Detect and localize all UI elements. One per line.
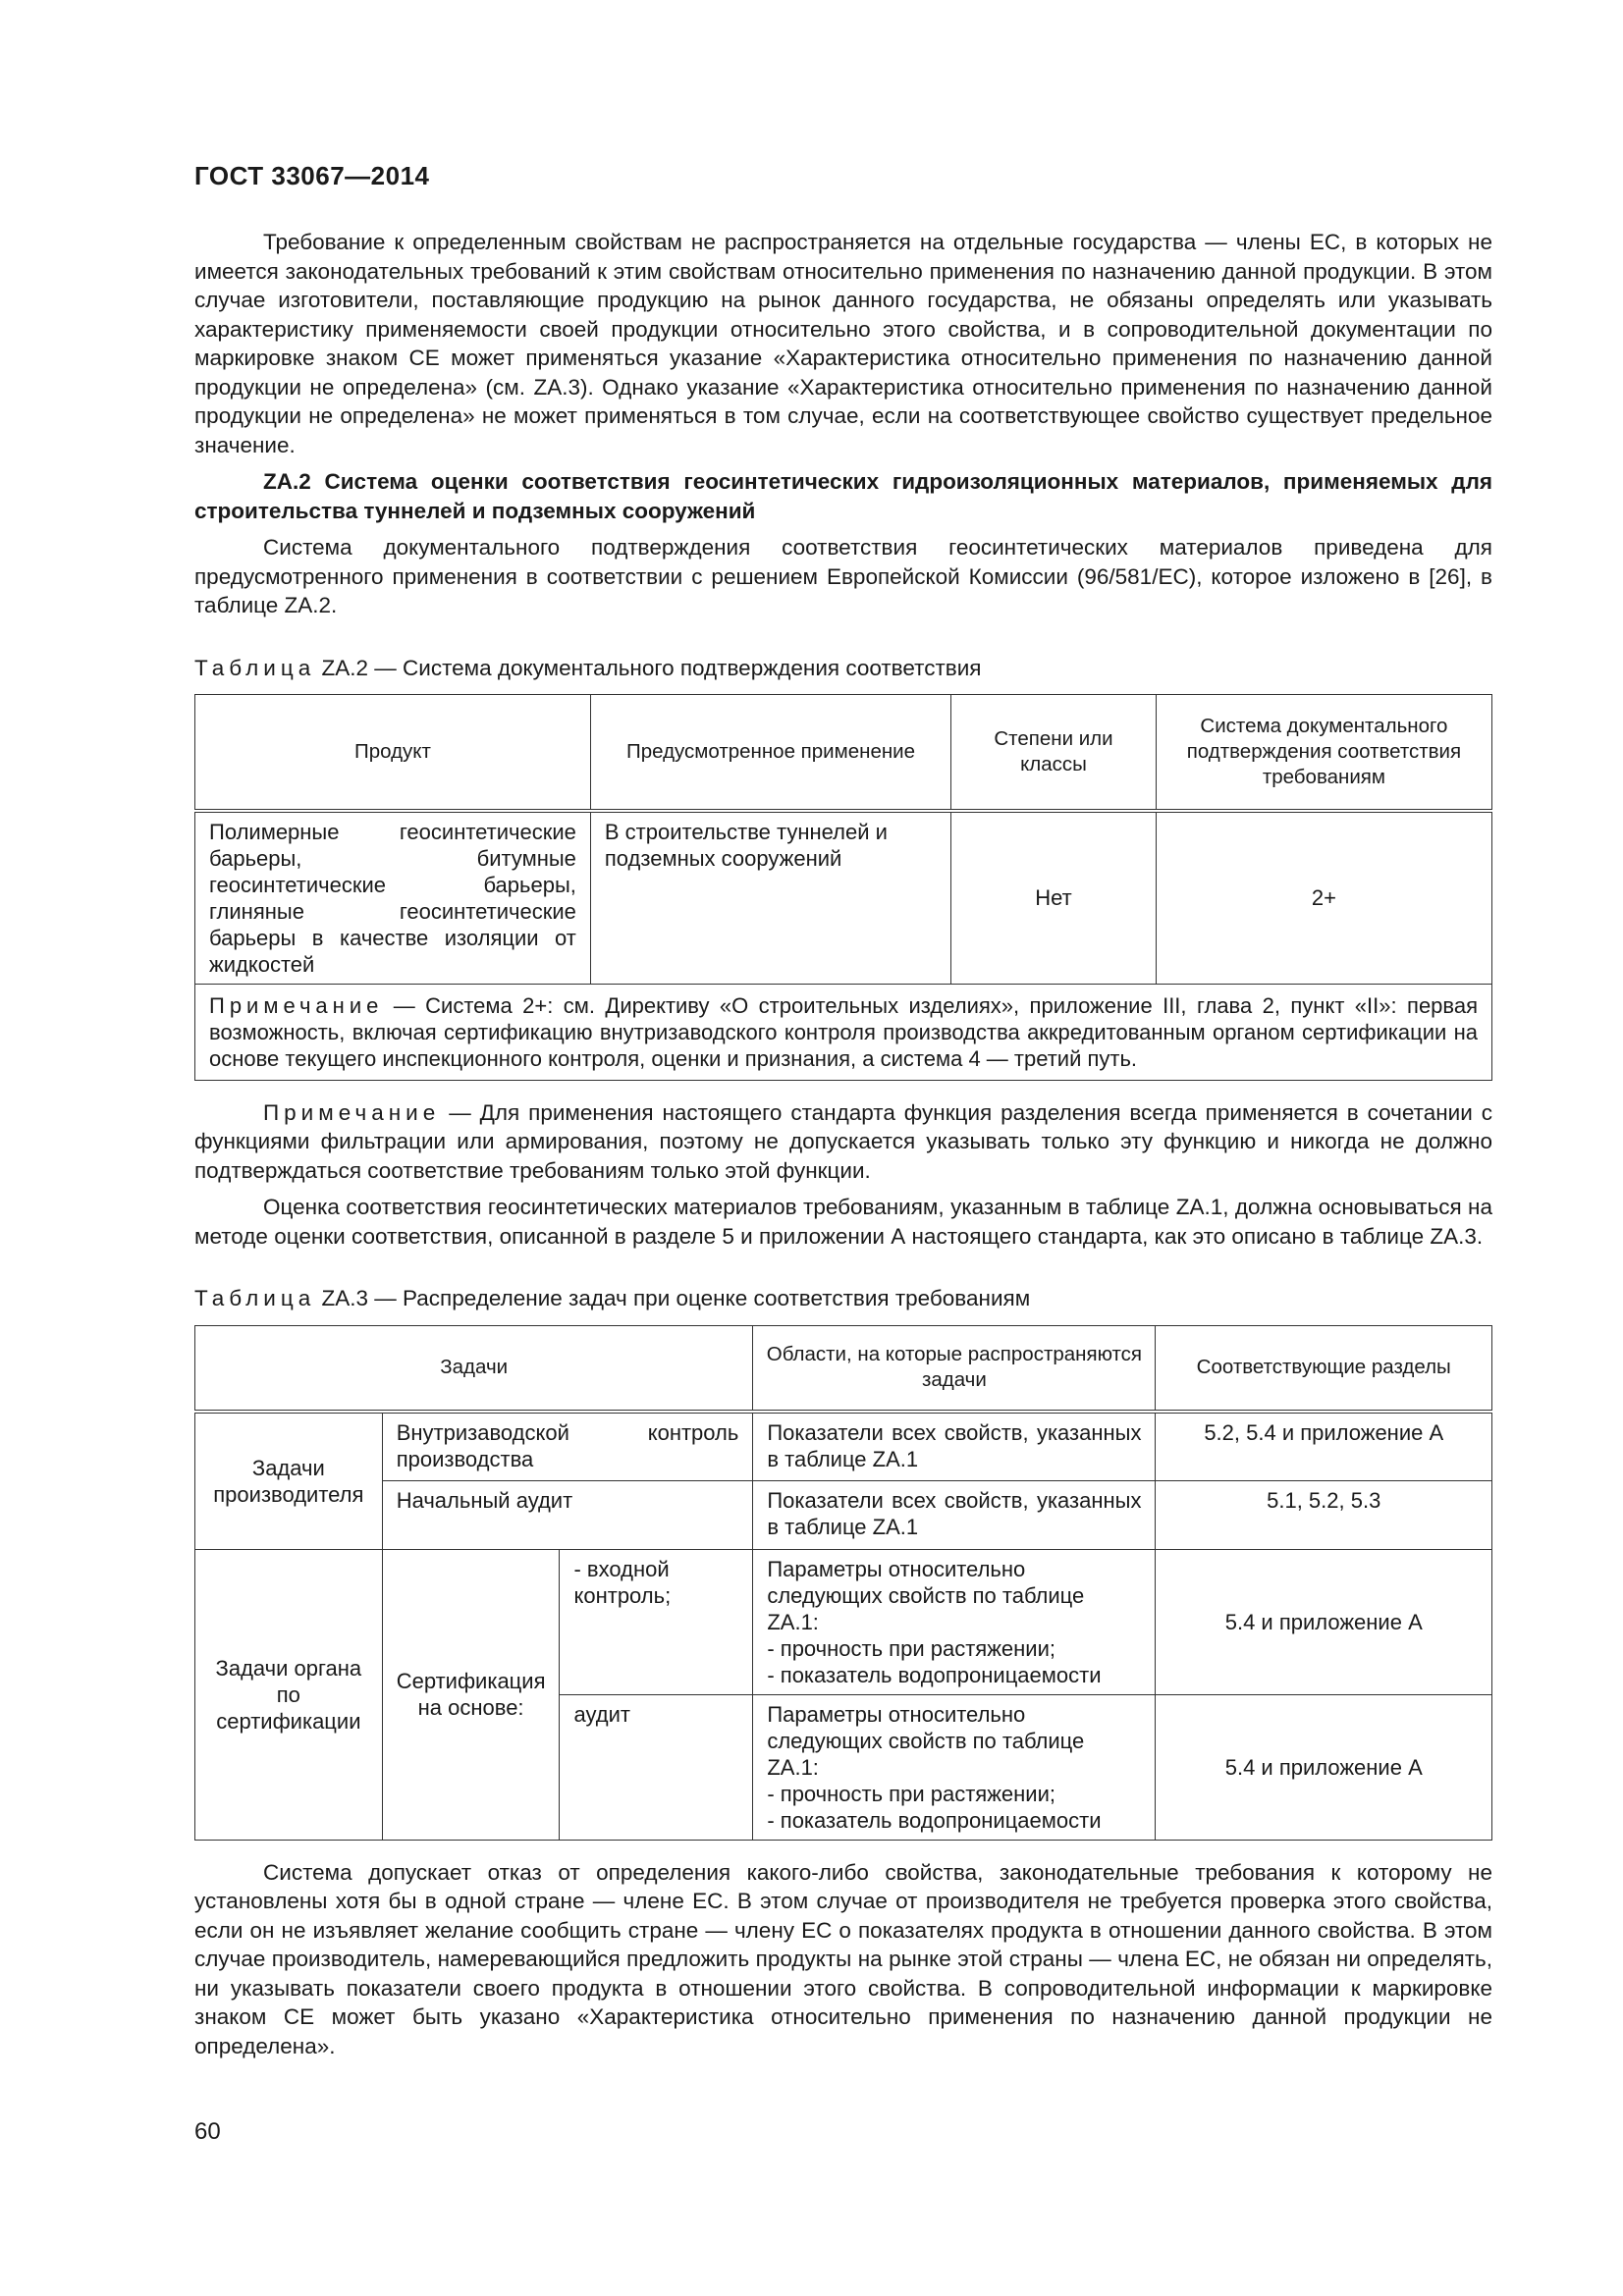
header-intended-use: Предусмотренное применение bbox=[590, 695, 950, 811]
page-content bbox=[194, 228, 1492, 2060]
note-text: — Система 2+: см. Директиву «О строительных изделиях», приложение III, глава 2, пункт «II»: первая возможность, включая сертификацию внутризаводского контроля производства аккредитованным органом сертификации на основе текущего инспекционного контроля, оценки и признания, а система 4 — третий путь. bbox=[209, 992, 1478, 1071]
note-word: Примечание bbox=[209, 992, 384, 1018]
cell-sections-2: 5.1, 5.2, 5.3 bbox=[1156, 1480, 1492, 1549]
cell-intended-use: В строительстве туннелей и подземных сооружений bbox=[590, 811, 950, 985]
scope-intro: Параметры относительно следующих свойств по таблице ZA.1: bbox=[767, 1556, 1085, 1634]
cell-certification-basis: Сертификация на основе: bbox=[382, 1549, 560, 1840]
table-za3 bbox=[194, 1325, 1492, 1841]
list-item: - показатель водопроницаемости bbox=[767, 1807, 1102, 1833]
table-za2-caption bbox=[194, 654, 1492, 683]
table-za2-note bbox=[195, 984, 1492, 1080]
note-text: — Для применения настоящего стандарта функция разделения всегда применяется в сочетании с функциями фильтрации или армирования, поэтому не допускается указывать только эту функцию и никогда не должно подтверждаться соответствие требованиям только этой функции. bbox=[194, 1099, 1492, 1183]
paragraph-1: Требование к определенным свойствам не распространяется на отдельные государства — члены ЕС, в которых не имеется законодательных требований к этим свойствам относительно применения по назначению данной продукции. В этом случае изготовители, поставляющие продукцию на рынок данного государства, не обязаны определять или указывать характеристику применяемости своей продукции относительно этого свойства, и в сопроводительной документации по маркировке знаком СЕ может применяться указание «Характеристика относительно применения по назначению данной продукции не определена» (см. ZA.3). Однако указание «Характеристика относительно применения по назначению данной продукции не определена» не может применяться в том случае, если на соответствующее свойство существует предельное значение. bbox=[194, 230, 1492, 457]
paragraph-2: Система документального подтверждения соответствия геосинтетических материалов приведена для предусмотренного применения в соответствии с решением Европейской Комиссии (96/581/ЕС), которое изложено в [26], в таблице ZA.2. bbox=[194, 535, 1492, 617]
document-header: ГОСТ 33067—2014 bbox=[194, 161, 430, 190]
cell-system: 2+ bbox=[1156, 811, 1491, 985]
cell-scope-4 bbox=[753, 1694, 1156, 1840]
table-za2 bbox=[194, 694, 1492, 1081]
header-scope: Области, на которые распространяются задачи bbox=[753, 1325, 1156, 1412]
cell-scope-1: Показатели всех свойств, указанных в таблице ZA.1 bbox=[753, 1412, 1156, 1480]
scope-list bbox=[767, 1635, 1141, 1688]
note-word: Примечание bbox=[263, 1099, 441, 1125]
scope-list bbox=[767, 1781, 1141, 1834]
cell-task-incoming-control: - входной контроль; bbox=[560, 1549, 753, 1694]
note-paragraph bbox=[194, 1098, 1492, 1186]
cell-task-audit: аудит bbox=[560, 1694, 753, 1840]
caption-word: Таблица bbox=[194, 1286, 316, 1310]
paragraph-4: Система допускает отказ от определения какого-либо свойства, законодательные требования к которому не установлены хотя бы в одной стране — члене ЕС. В этом случае от производителя не требуется проверка этого свойства, если он не изъявляет желание сообщить стране — члену ЕС о показателях продукта в отношении данного свойства. В этом случае производитель, намеревающийся предложить продукты на рынке этой страны — члена ЕС, не обязан ни определять, ни указывать показатели своего продукта в отношении этого свойства. В сопроводительной информации к маркировке знаком СЕ может быть указано «Характеристика относительно применения по назначению данной продукции не определена». bbox=[194, 1859, 1492, 2058]
header-tasks: Задачи bbox=[195, 1325, 753, 1412]
paragraph-3: Оценка соответствия геосинтетических материалов требованиям, указанным в таблице ZA.1, должна основываться на методе оценки соответствия, описанной в разделе 5 и приложении А настоящего стандарта, как это описано в таблице ZA.3. bbox=[194, 1195, 1492, 1249]
header-sections: Соответствующие разделы bbox=[1156, 1325, 1492, 1412]
page-number: 60 bbox=[194, 2118, 221, 2145]
list-item: - прочность при растяжении; bbox=[767, 1635, 1055, 1661]
list-item: - показатель водопроницаемости bbox=[767, 1662, 1102, 1687]
section-title: ZA.2 Система оценки соответствия геосинтетических гидроизоляционных материалов, применяемых для строительства туннелей и подземных сооружений bbox=[194, 469, 1492, 523]
cell-sections-1: 5.2, 5.4 и приложение А bbox=[1156, 1412, 1492, 1480]
cell-certification-body-tasks: Задачи органа по сертификации bbox=[195, 1549, 383, 1840]
table-za3-caption bbox=[194, 1284, 1492, 1313]
list-item: - прочность при растяжении; bbox=[767, 1781, 1055, 1806]
caption-word: Таблица bbox=[194, 655, 316, 680]
cell-task-initial-audit: Начальный аудит bbox=[382, 1480, 753, 1549]
cell-scope-2: Показатели всех свойств, указанных в таблице ZA.1 bbox=[753, 1480, 1156, 1549]
caption-text: ZA.2 — Система документального подтверждения соответствия bbox=[315, 655, 982, 680]
cell-product: Полимерные геосинтетические барьеры, битумные геосинтетические барьеры, глиняные геосинтетические барьеры в качестве изоляции от жидкостей bbox=[195, 811, 591, 985]
header-system: Система документального подтверждения соответствия требованиям bbox=[1156, 695, 1491, 811]
header-classes: Степени или классы bbox=[951, 695, 1157, 811]
caption-text: ZA.3 — Распределение задач при оценке соответствия требованиям bbox=[315, 1286, 1031, 1310]
header-product: Продукт bbox=[195, 695, 591, 811]
cell-task-fpc: Внутризаводской контроль производства bbox=[382, 1412, 753, 1480]
cell-scope-3 bbox=[753, 1549, 1156, 1694]
cell-manufacturer-tasks: Задачи производителя bbox=[195, 1412, 383, 1549]
scope-intro: Параметры относительно следующих свойств по таблице ZA.1: bbox=[767, 1701, 1085, 1780]
cell-classes: Нет bbox=[951, 811, 1157, 985]
cell-sections-4: 5.4 и приложение А bbox=[1156, 1694, 1492, 1840]
cell-sections-3: 5.4 и приложение А bbox=[1156, 1549, 1492, 1694]
